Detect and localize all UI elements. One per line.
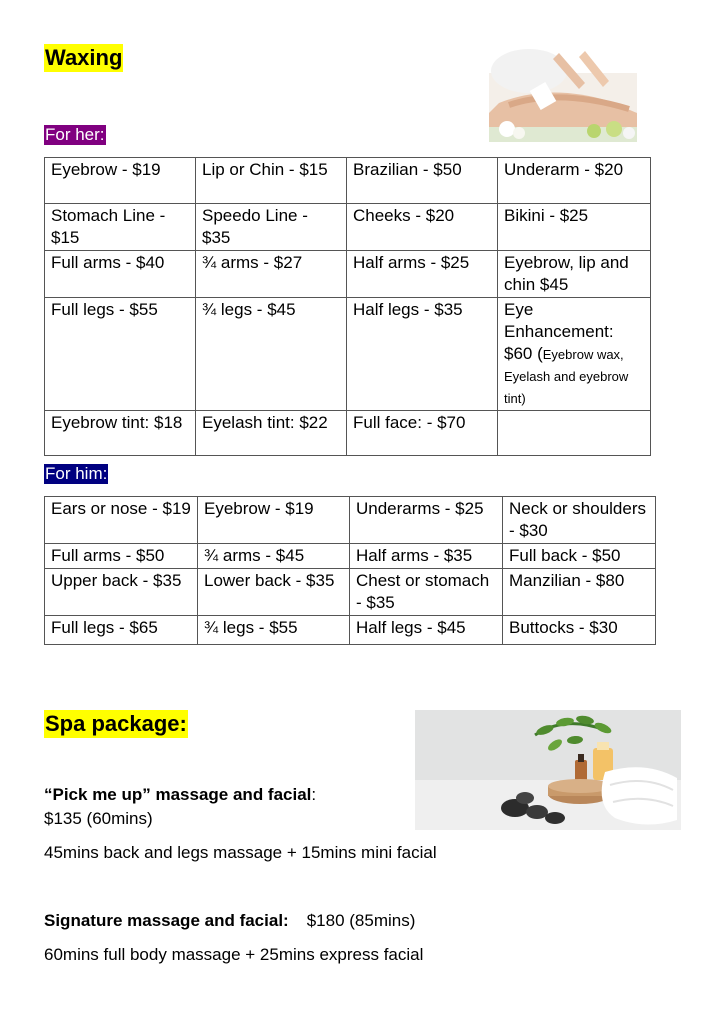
- package-1-price: $135 (60mins): [44, 809, 153, 828]
- table-cell: Buttocks - $30: [503, 616, 656, 645]
- package-2-heading: [44, 910, 415, 932]
- table-cell: Speedo Line - $35: [196, 204, 347, 251]
- table-row: [45, 411, 651, 456]
- table-row: [45, 298, 651, 411]
- waxing-title: Waxing: [45, 45, 123, 70]
- him-price-table: [44, 496, 656, 645]
- table-cell: Chest or stomach - $35: [350, 569, 503, 616]
- table-cell: Full face: - $70: [347, 411, 498, 456]
- table-cell: Full legs - $65: [45, 616, 198, 645]
- table-cell: Lower back - $35: [198, 569, 350, 616]
- table-row: [45, 251, 651, 298]
- package-1-colon: :: [311, 785, 317, 804]
- for-him-label: For him:: [45, 464, 108, 483]
- package-2-price: $180 (85mins): [306, 911, 416, 930]
- her-price-table: [44, 157, 651, 456]
- table-cell: Neck or shoulders - $30: [503, 497, 656, 544]
- table-cell: Full arms - $50: [45, 544, 198, 569]
- table-cell: Half arms - $25: [347, 251, 498, 298]
- table-cell: Eyebrow - $19: [45, 158, 196, 204]
- table-cell: Manzilian - $80: [503, 569, 656, 616]
- table-cell: Ears or nose - $19: [45, 497, 198, 544]
- table-cell: [498, 411, 651, 456]
- package-1-description: 45mins back and legs massage + 15mins mini facial: [44, 843, 437, 862]
- table-cell: Brazilian - $50: [347, 158, 498, 204]
- table-cell: Full legs - $55: [45, 298, 196, 411]
- table-cell: Bikini - $25: [498, 204, 651, 251]
- table-row: [45, 616, 656, 645]
- table-cell: Stomach Line - $15: [45, 204, 196, 251]
- table-row: [45, 204, 651, 251]
- table-cell: Eyebrow - $19: [198, 497, 350, 544]
- spa-photo: [415, 710, 681, 830]
- table-cell-eye-enhancement: [498, 298, 651, 411]
- eye-enhancement-text: Eye Enhancement: $60 (: [504, 300, 614, 363]
- table-cell: Eyebrow, lip and chin $45: [498, 251, 651, 298]
- table-cell: Half legs - $45: [350, 616, 503, 645]
- table-cell: Half legs - $35: [347, 298, 498, 411]
- table-cell: Upper back - $35: [45, 569, 198, 616]
- package-1-name: “Pick me up” massage and facial: [44, 785, 312, 804]
- package-2-name: Signature massage and facial:: [44, 911, 289, 930]
- table-row: [45, 569, 656, 616]
- table-cell: ¾ arms - $27: [196, 251, 347, 298]
- table-row: [45, 544, 656, 569]
- table-cell: Full back - $50: [503, 544, 656, 569]
- package-1-heading: [44, 784, 316, 806]
- table-cell: Half arms - $35: [350, 544, 503, 569]
- spa-title: Spa package:: [45, 711, 187, 736]
- table-cell: ¾ arms - $45: [198, 544, 350, 569]
- table-row: [45, 158, 651, 204]
- for-her-label: For her:: [45, 125, 105, 144]
- table-cell: Cheeks - $20: [347, 204, 498, 251]
- eye-enhancement-note: Eyebrow wax, Eyelash and eyebrow tint): [504, 347, 629, 406]
- table-cell: Full arms - $40: [45, 251, 196, 298]
- table-cell: Underarm - $20: [498, 158, 651, 204]
- table-cell: ¾ legs - $55: [198, 616, 350, 645]
- table-cell: Lip or Chin - $15: [196, 158, 347, 204]
- table-cell: ¾ legs - $45: [196, 298, 347, 411]
- package-2-description: 60mins full body massage + 25mins express facial: [44, 945, 424, 964]
- table-cell: Eyebrow tint: $18: [45, 411, 196, 456]
- table-row: [45, 497, 656, 544]
- waxing-photo: [489, 43, 637, 142]
- table-cell: Eyelash tint: $22: [196, 411, 347, 456]
- table-cell: Underarms - $25: [350, 497, 503, 544]
- spa-photo-art: [415, 710, 681, 830]
- waxing-photo-art: [489, 43, 637, 142]
